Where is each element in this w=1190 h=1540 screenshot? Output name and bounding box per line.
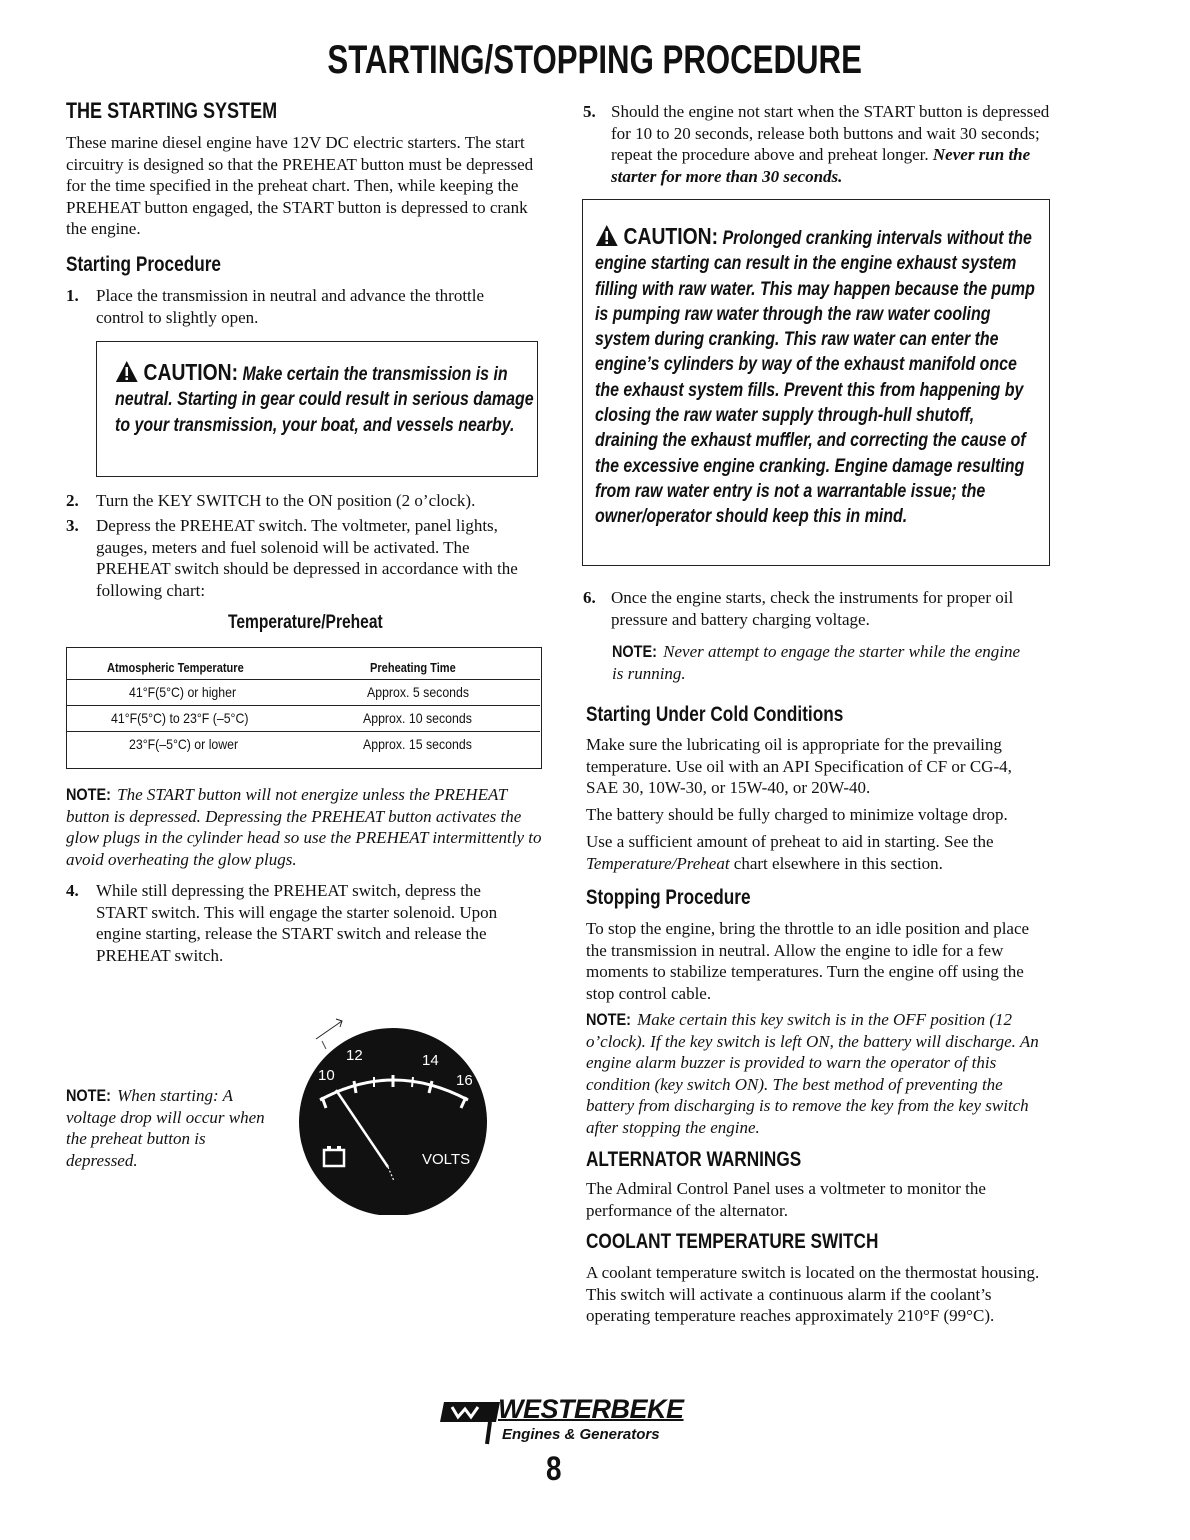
step-number: 2.: [66, 491, 79, 510]
voltmeter-icon: [296, 1005, 496, 1215]
coolant-text: A coolant temperature switch is located on the thermostat housing. This switch will activate a continuous alarm if the coolant’s operating temperature reaches approximately 210°F (99°C).: [586, 1263, 1040, 1325]
voltmeter-gauge: [296, 1005, 496, 1215]
table-cell: 41°F(5°C) or higher: [129, 684, 237, 700]
step-number: 1.: [66, 286, 79, 305]
table-cell: 41°F(5°C) to 23°F (–5°C): [111, 710, 249, 726]
step-number: 3.: [66, 516, 79, 535]
note-label: NOTE:: [66, 1086, 111, 1105]
caution-label: CAUTION:: [143, 359, 239, 385]
warning-triangle-icon: [595, 224, 619, 247]
cold-paragraph-3: [586, 831, 1056, 874]
table-header-row: [67, 656, 540, 680]
coolant-switch-heading: COOLANT TEMPERATURE SWITCH: [586, 1230, 879, 1253]
note-text: The START button will not energize unless the PREHEAT button is depressed. Depressing the PREHEAT button activates the glow plugs in the cylinder head so use the PREHEAT intermittently to avoid overheating the glow plugs.: [66, 785, 542, 869]
step-number: 5.: [583, 102, 596, 121]
gauge-tick-label: 12: [346, 1047, 363, 1064]
step-number: 4.: [66, 881, 79, 900]
gauge-unit-label: VOLTS: [422, 1151, 471, 1168]
starting-procedure-heading: Starting Procedure: [66, 253, 222, 276]
brand-name: WESTERBEKE: [498, 1394, 684, 1424]
alternator-text: The Admiral Control Panel uses a voltmeter to monitor the performance of the alternator.: [586, 1179, 986, 1220]
caution-box-transmission: [96, 341, 538, 477]
note-label: NOTE:: [612, 642, 657, 661]
page-title: STARTING/STOPPING PROCEDURE: [327, 38, 863, 82]
note-text: Never attempt to engage the starter while the engine is running.: [612, 642, 1021, 683]
note-text: When starting: A voltage drop will occur when the preheat button is depressed.: [66, 1086, 265, 1170]
cold-p3-text-end: chart elsewhere in this section.: [733, 853, 943, 873]
warning-triangle-icon: [115, 360, 139, 383]
gauge-tick-label: 16: [456, 1072, 473, 1089]
step-number: 6.: [583, 588, 596, 607]
page-number: 8: [546, 1450, 562, 1488]
table-row: [67, 732, 540, 757]
note-voltage-drop: [66, 1085, 271, 1171]
stopping-procedure-heading: Stopping Procedure: [586, 886, 751, 909]
step-text: While still depressing the PREHEAT switch, depress the START switch. This will engage the starter solenoid. Upon engine starting, release the START switch and release the PREHEAT switch.: [96, 881, 498, 965]
step-text-emphasis: Never run the starter for more than 30 seconds.: [611, 145, 1031, 186]
cold-p3-text: Use a sufficient amount of preheat to aid in starting. See the: [586, 832, 994, 851]
cold-paragraph-1: Make sure the lubricating oil is appropriate for the prevailing temperature. Use oil with an API Specification of CF or CG-4, SAE 30, 10W-30, or 15W-40, or 20W-40.: [586, 735, 1012, 797]
brand-tagline: Engines & Generators: [502, 1426, 660, 1443]
table-header-cell: Atmospheric Temperature: [107, 660, 244, 675]
note-label: NOTE:: [66, 785, 111, 804]
step-text-body: Should the engine not start when the START button is depressed for 10 to 20 seconds, release both buttons and wait 30 seconds; repeat the procedure above and preheat longer.: [611, 102, 1050, 164]
table-cell: Approx. 5 seconds: [367, 684, 470, 700]
note-label: NOTE:: [586, 1010, 631, 1029]
stopping-text: To stop the engine, bring the throttle to an idle position and place the transmission in neutral. Allow the engine to idle for a few moments to stabilize temperatures. Turn the engine off using the stop control cable.: [586, 919, 1030, 1003]
table-cell: Approx. 15 seconds: [363, 736, 472, 752]
table-row: [67, 680, 540, 706]
cold-conditions-heading: Starting Under Cold Conditions: [586, 703, 844, 726]
table-title: Temperature/Preheat: [228, 612, 383, 633]
gauge-tick-label: 10: [318, 1067, 335, 1084]
step-text: Place the transmission in neutral and advance the throttle control to slightly open.: [96, 286, 485, 327]
note-starter-running: [612, 641, 1032, 684]
cold-p3-chart-ref: Temperature/Preheat: [586, 853, 730, 873]
step-text: Once the engine starts, check the instruments for proper oil pressure and battery charging voltage.: [611, 588, 1014, 629]
note-key-switch: [586, 1009, 1046, 1138]
step-text: [611, 101, 1051, 187]
starting-system-text: These marine diesel engine have 12V DC electric starters. The start circuitry is designed so that the PREHEAT button must be depressed for the time specified in the preheat chart. Then, while keeping the PREHEAT button engaged, the START button is depressed to crank the engine.: [66, 133, 534, 238]
caution-text: Make certain the transmission is in neutral. Starting in gear could result in serious damage to your transmission, your boat, and vessels nearby.: [115, 364, 534, 436]
alternator-warnings-heading: ALTERNATOR WARNINGS: [586, 1148, 802, 1171]
westerbeke-logo-icon: [440, 1396, 500, 1446]
preheat-table: [66, 647, 542, 769]
table-cell: 23°F(–5°C) or lower: [129, 736, 239, 752]
westerbeke-logo: [440, 1392, 700, 1447]
table-cell: Approx. 10 seconds: [363, 710, 472, 726]
caution-text: Prolonged cranking intervals without the engine starting can result in the engine exhaust system filling with raw water. This may happen because the pump is pumping raw water through the raw water cooling system during cranking. This raw water can enter the engine’s cylinders by way of the exhaust manifold once the exhaust system fills. Prevent this from happening by closing the raw water supply through-hull shutoff, draining the exhaust muffler, and correcting the cause of the excessive engine cranking. Engine damage resulting from raw water entry is not a warrantable issue; the owner/operator should keep this in mind.: [595, 228, 1035, 528]
cold-paragraph-2: The battery should be fully charged to minimize voltage drop.: [586, 805, 1008, 824]
gauge-tick-label: 14: [422, 1052, 439, 1069]
step-text: Turn the KEY SWITCH to the ON position (2 o’clock).: [96, 491, 476, 510]
step-text: Depress the PREHEAT switch. The voltmeter, panel lights, gauges, meters and fuel solenoid will be activated. The PREHEAT switch should be depressed in accordance with the following chart:: [96, 516, 518, 600]
caution-box-cranking: [582, 199, 1050, 566]
caution-label: CAUTION:: [623, 223, 719, 249]
starting-system-heading: THE STARTING SYSTEM: [66, 98, 278, 123]
note-start-button: [66, 784, 544, 870]
table-row: [67, 706, 540, 732]
table-header-cell: Preheating Time: [370, 660, 456, 675]
note-text: Make certain this key switch is in the OFF position (12 o’clock). If the key switch is left ON, the battery will discharge. An engine alarm buzzer is provided to warn the operator of this condition (key switch ON). The best method of preventing the battery from discharging is to remove the key from the key switch after stopping the engine.: [586, 1010, 1039, 1137]
